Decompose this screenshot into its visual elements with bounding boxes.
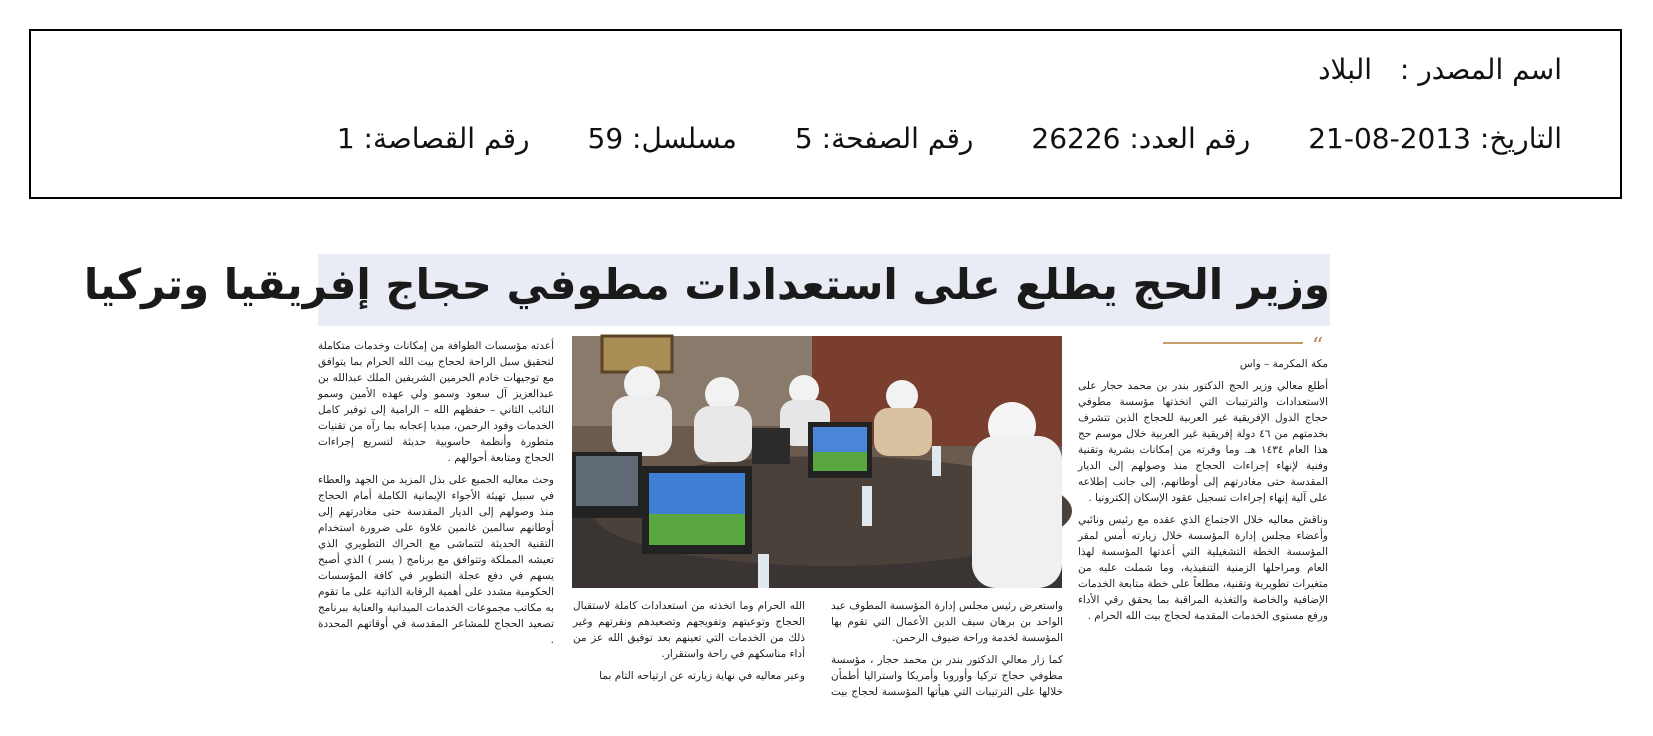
clip-number-field: رقم القصاصة: 1: [336, 122, 530, 155]
quote-divider: [1163, 342, 1303, 344]
page-field: رقم الصفحة: 5: [794, 122, 974, 155]
serial-field: مسلسل: 59: [587, 122, 737, 155]
newspaper-clipping: [83, 254, 1330, 736]
article-column-left: [318, 338, 554, 736]
source-label: اسم المصدر :: [1399, 53, 1562, 86]
paragraph: أطلع معالي وزير الحج الدكتور بندر بن محمد حجار على الاستعدادات والترتيبات التي اتخذتها مؤسسة مطوفي حجاج الدول الإفريقية غير العربية للحجاج الذين تتشرف بخدمتهم من ٤٦ دولة إفريقية غير العربية خلال موسم حج هذا العام ١٤٣٤ هـ. وما وفرته من إمكانات بشرية وتقنية وفنية لإنهاء إجراءات الحجاج منذ وصولهم إلى الديار المقدسة حتى مغادرتهم إلى أوطانهم، إلى جانب إطلاعه على آلية إنهاء إجراءات تسجيل عقود الإسكان إلكترونيا .: [1078, 380, 1328, 504]
source-row: [1318, 53, 1562, 86]
article-headline: وزير الحج يطلع على استعدادات مطوفي حجاج إفريقيا وتركيا: [83, 260, 1330, 309]
paragraph: كما زار معالي الدكتور بندر بن محمد حجار ، مؤسسة مطوفي حجاج تركيا وأوروبا وأمريكا واستراليا أطمأن خلالها على الترتيبات التي هيأتها المؤسسة لحجاج بيت الله الحرام وما اتخذته من استعدادات كاملة لاستقبال الحجاج وتوعيتهم وتفويجهم وتصعيدهم ونفرتهم وغير ذلك من الخدمات التي تعينهم بعد توفيق الله عز من أداء مناسكهم في راحة واستقرار.: [573, 600, 1063, 698]
paragraph: وناقش معاليه خلال الاجتماع الذي عقده مع رئيس ونائبي وأعضاء مجلس إدارة المؤسسة خلال زيارته أمس لمقر المؤسسة الخطة التشغيلية التي أعدتها المؤسسة لهذا العام ومراحلها الزمنية التنفيذية، وما شملت عليه من متغيرات تطويرية وتقنية، مطلعاً على خطة متابعة الخدمات الإضافية والخاصة والتغذية المراقبة بما يحقق رقي الأداء ورفع مستوى الخدمات المقدمة لحجاج بيت الله الحرام .: [1078, 514, 1328, 622]
source-info-box: [29, 29, 1622, 199]
paragraph: أعدته مؤسسات الطوافة من إمكانات وخدمات متكاملة لتحقيق سبل الراحة لحجاج بيت الله الحرام بما يتوافق مع توجيهات خادم الحرمين الشريفين الملك عبدالله بن عبدالعزيز آل سعود وسمو ولي عهده الأمين وسمو النائب الثاني – حفظهم الله – الرامية إلى توفير كامل الخدمات وفود الرحمن، مبديا إعجابه بما رآه من تقنيات متطورة وأنظمة حاسوبية حديثة لتسريع إجراءات الحجاج ومتابعة أحوالهم .: [318, 340, 554, 464]
metadata-row: [337, 122, 1562, 155]
issue-field: رقم العدد: 26226: [1031, 122, 1251, 155]
article-column-middle: [573, 598, 1063, 736]
quote-icon: “: [1312, 334, 1324, 359]
meeting-photo-svg: [572, 336, 1062, 588]
article-column-right: [1078, 356, 1328, 736]
dateline: مكة المكرمة – واس: [1239, 358, 1328, 370]
date-field: التاريخ: 2013-08-21: [1308, 122, 1562, 155]
paragraph: وعبر معاليه في نهاية زيارته عن ارتياحه التام بما: [599, 670, 805, 682]
source-value: البلاد: [1318, 53, 1372, 86]
paragraph: وحث معاليه الجميع على بذل المزيد من الجهد والعطاء في سبيل تهيئة الأجواء الإيمانية الكاملة أمام الحجاج منذ وصولهم إلى الديار المقدسة حتى مغادرتهم إلى أوطانهم سالمين غانمين علاوة على ضرورة استخدام التقنية الحديثة لتتماشى مع الحراك التطويري الذي تعيشه المملكة وتتوافق مع برنامج ( يسر ) الذي أصبح يسهم في دفع عجلة التطوير في كافة المؤسسات الحكومية مشدد على أهمية الرقابة الذاتية على ما تقوم به مكاتب مجموعات الخدمات الميدانية والعناية ببرنامج تصعيد الحجاج للمشاعر المقدسة في أوقاتهم المحددة .: [318, 474, 554, 646]
paragraph: واستعرض رئيس مجلس إدارة المؤسسة المطوف عبد الواحد بن برهان سيف الدين الأعمال التي تقوم بها المؤسسة لخدمة وراحة ضيوف الرحمن.: [831, 600, 1063, 644]
meeting-photo: [572, 336, 1062, 588]
